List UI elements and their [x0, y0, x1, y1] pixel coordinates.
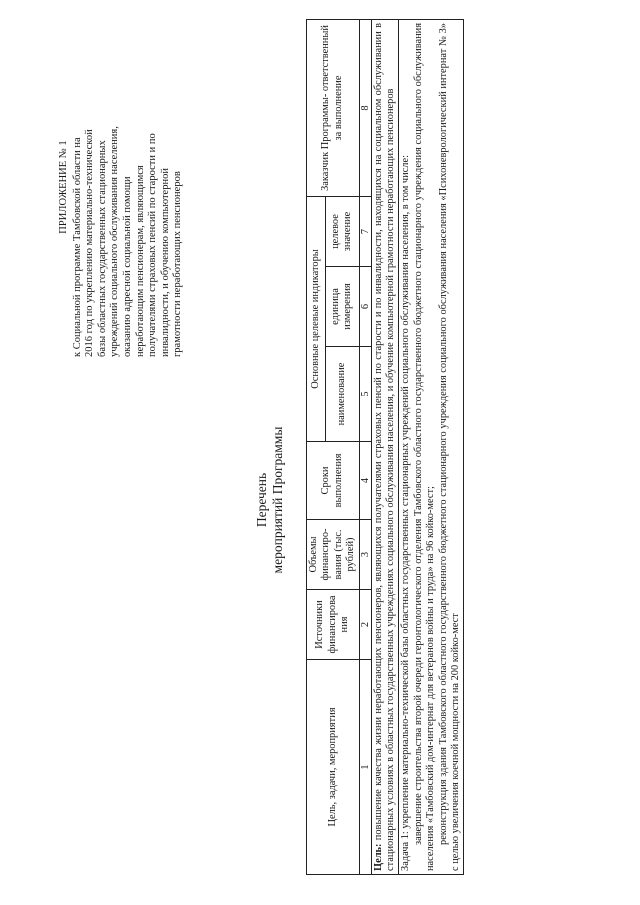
appendix-line: учреждений социального обслуживания населения, [109, 126, 121, 357]
column-number: 5 [359, 347, 371, 442]
header-indicators: Основные целевые индикаторы [307, 197, 326, 442]
appendix-line: к Социальной программе Тамбовской области на [71, 137, 83, 357]
appendix-line: инвалидности, и обучению компьютерной [159, 168, 171, 357]
column-number: 4 [359, 442, 371, 520]
header-volumes: Объемы финансиро- вания (тыс. рублей) [307, 520, 360, 590]
column-number: 6 [359, 267, 371, 347]
column-number: 1 [359, 660, 371, 875]
task-row [399, 20, 464, 875]
appendix-line: оказанию адресной социальной помощи [121, 176, 133, 357]
appendix-block [58, 17, 185, 357]
measures-table [306, 19, 464, 875]
goal-label: Цель: [372, 843, 384, 871]
appendix-title: ПРИЛОЖЕНИЕ № 1 [58, 140, 69, 234]
task-1-item-1: завершение строительства второй очереди геронтологического отделения Тамбовского областного государственного бюджетного стационарного учреждения социального обслуживания населения «Тамбовский дом-интернат для ветеранов войны и труда» на 96 койко-мест; [412, 23, 437, 871]
column-number: 7 [359, 197, 371, 267]
goal-text: повышение качества жизни неработающих пенсионеров, являющихся получателями страховых пенсий по старости и по инвалидности, находящихся на социальном обслуживании в стационарных условиях в областных государственных учреждениях социального обслуживания населения, и обучение компьютерной грамотности неработающих пенсионеров [372, 23, 397, 871]
appendix-line: грамотности неработающих пенсионеров [172, 171, 184, 357]
header-goals: Цель, задачи, мероприятия [307, 660, 360, 875]
header-customer: Заказчик Программы- ответственный за выполнение [307, 20, 360, 197]
column-number: 3 [359, 520, 371, 590]
header-row [307, 20, 326, 875]
appendix-line: базы областных государственных стационарных [96, 140, 108, 357]
heading-title: Перечень [254, 472, 269, 528]
column-number: 8 [359, 20, 371, 197]
column-number-row [359, 20, 371, 875]
header-indicator-name: наименование [325, 347, 359, 442]
appendix-line: получателями страховых пенсий по старости и по [147, 133, 159, 357]
task-cell [399, 20, 464, 875]
goal-cell [371, 20, 399, 875]
document-heading [254, 345, 286, 655]
header-indicator-target: целевое значение [325, 197, 359, 267]
appendix-line: 2016 год по укреплению материально-технической [84, 129, 96, 357]
header-terms: Сроки выполнения [307, 442, 360, 520]
heading-subtitle: мероприятий Программы [270, 426, 285, 574]
header-indicator-unit: единица измерения [325, 267, 359, 347]
goal-row [371, 20, 399, 875]
header-sources: Источники финансирова ния [307, 590, 360, 660]
task-1-text: Задача 1: укрепление материально-технической базы областных государственных стационарных учреждений социального обслуживания населения, в том числе: [400, 155, 412, 871]
task-1-item-2: реконструкция здания Тамбовского областного государственного бюджетного стационарного учреждения социального обслуживания населения «Психоневрологический интернат № 3» с целью увеличения коечной мощности на 200 койко-мест [437, 23, 462, 871]
appendix-line: неработающим пенсионерам, являющимся [134, 165, 146, 357]
column-number: 2 [359, 590, 371, 660]
